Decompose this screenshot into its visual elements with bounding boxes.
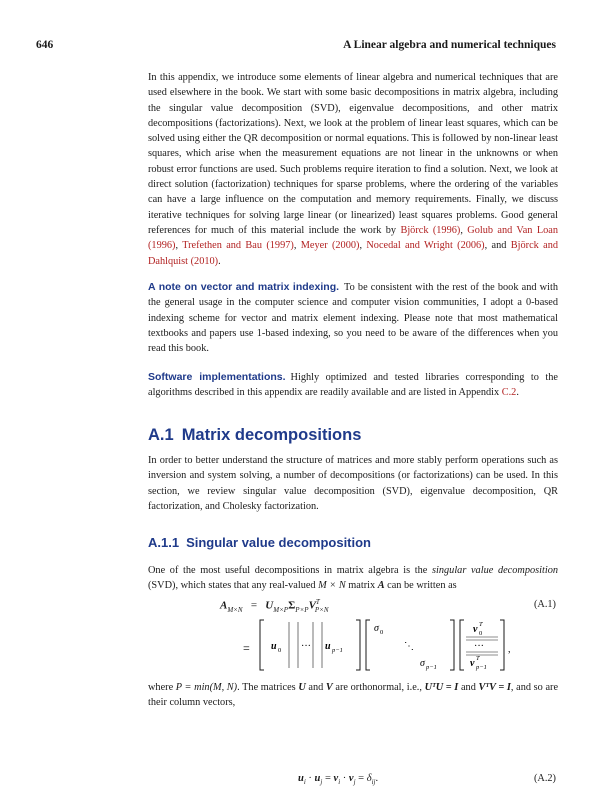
svg-text:u: u bbox=[325, 641, 331, 652]
software-text: Highly optimized and tested libraries corresponding to the algorithms described in this appendix are readily available and are listed in Appendix bbox=[148, 372, 558, 399]
svd-text: One of the most useful decompositions in matrix algebra is the bbox=[148, 565, 432, 576]
subsection-title: Singular value decomposition bbox=[186, 535, 371, 550]
svd-text: can be written as bbox=[384, 580, 457, 592]
svd-emphasis: singular value decomposition bbox=[432, 565, 558, 576]
svg-text:v: v bbox=[473, 624, 478, 635]
svg-text:σ: σ bbox=[374, 623, 379, 634]
svg-text:T: T bbox=[479, 621, 483, 628]
page-number: 646 bbox=[36, 39, 54, 51]
math-U: U bbox=[298, 682, 306, 693]
equation-label-a1: (A.1) bbox=[533, 599, 556, 610]
svg-text:u: u bbox=[271, 641, 277, 652]
svg-text:p−1: p−1 bbox=[332, 647, 343, 654]
separator: , and bbox=[484, 240, 511, 252]
note-paragraph bbox=[148, 280, 558, 356]
citation-meyer-2000[interactable]: Meyer (2000) bbox=[300, 240, 360, 252]
section-title: Matrix decompositions bbox=[181, 426, 362, 444]
section-paragraph bbox=[148, 453, 558, 514]
svd-text: (SVD), which states that any real-valued bbox=[148, 580, 319, 592]
equation-label-a2: (A.2) bbox=[533, 773, 556, 784]
citation-golub-van-loan[interactable]: Golub and Van Loan (1996) bbox=[148, 224, 558, 252]
text: . The matrices bbox=[237, 682, 299, 693]
svg-text:0: 0 bbox=[479, 630, 483, 637]
svg-text:0: 0 bbox=[278, 647, 282, 654]
text: are orthonormal, i.e., bbox=[332, 682, 425, 693]
subsection-number: A.1.1 bbox=[148, 535, 180, 550]
section-text: In order to better understand the structure of matrices and more stably perform operations such as inversion and system solving, a number of decompositions (or factorizations) can be used. In this section, we review singular value decomposition (SVD), eigenvalue decomposition, QR factorization, and Cholesky factorization. bbox=[148, 455, 558, 512]
text: , and so are their column vectors, bbox=[148, 682, 559, 709]
separator: . bbox=[218, 255, 221, 267]
svg-text:···: ··· bbox=[474, 641, 484, 652]
math-P: P = min(M, N) bbox=[175, 682, 238, 693]
citation-nocedal-wright[interactable]: Nocedal and Wright (2006) bbox=[366, 240, 485, 252]
separator: . bbox=[516, 387, 519, 399]
note-heading: A note on vector and matrix indexing. bbox=[148, 281, 340, 293]
svg-text:⋱: ⋱ bbox=[404, 641, 414, 652]
math-VTV: VᵀV = I bbox=[478, 682, 511, 693]
svg-text:0: 0 bbox=[380, 629, 384, 636]
text: where bbox=[148, 682, 176, 693]
note-text: To be consistent with the rest of the book and with the general usage in the computer science and computer vision communities, I adopt a 0-based indexing scheme for vector and matrix element indexing. Please note that most mathematical textbooks and papers use 1-based indexing, so you need to be aware of the differences when you read this book. bbox=[148, 282, 558, 355]
text: and bbox=[458, 682, 479, 693]
intro-text: In this appendix, we introduce some elements of linear algebra and numerical techniques that are used elsewhere in the book. We start with some basic decompositions in matrix algebra, including the singular value decomposition (SVD), eigenvalue decompositions, and other matrix decompositions (factorizations). Next, we look at the problem of linear least squares, which can be solved using either the QR decomposition or normal equations. This is followed by non-linear least squares, which arise when the measurement equations are not linear in the unknowns or when robust error functions are used. Such problems require iteration to find a solution. Next, we look at direct solution (factorization) techniques for sparse problems, where the ordering of the variables can have a large influence on the computation and memory requirements. Finally, we discuss iterative techniques for solving large linear (or linearized) least squares problems. Good general references for much of this material include the work by bbox=[148, 72, 558, 236]
svg-text:,: , bbox=[508, 644, 511, 655]
svg-text:p−1: p−1 bbox=[476, 664, 487, 671]
math-dim: M × N bbox=[318, 580, 346, 592]
svg-text:v: v bbox=[470, 658, 475, 669]
separator: , bbox=[293, 240, 301, 252]
separator: , bbox=[175, 240, 183, 252]
citation-bjorck-1996[interactable]: Björck (1996) bbox=[400, 224, 461, 236]
svd-text: matrix bbox=[345, 580, 378, 592]
after-equation-paragraph bbox=[148, 680, 558, 711]
svg-text:=: = bbox=[243, 641, 250, 655]
text: and bbox=[305, 682, 326, 693]
svg-text:···: ··· bbox=[301, 641, 311, 652]
separator: , bbox=[359, 240, 367, 252]
citation-trefethen-bau[interactable]: Trefethen and Bau (1997) bbox=[182, 240, 294, 252]
math-A: A bbox=[377, 580, 385, 592]
svd-paragraph bbox=[148, 563, 558, 594]
math-V: V bbox=[325, 682, 333, 693]
running-title: A Linear algebra and numerical techniques bbox=[343, 39, 556, 51]
equation-svd: $A_{M\times N} = U_{M\times P}\Sigma_{P\times P}V^T_{P\times N}$ bbox=[220, 598, 329, 614]
appendix-link[interactable]: C.2 bbox=[501, 387, 517, 399]
software-heading: Software implementations. bbox=[148, 371, 286, 383]
section-heading bbox=[148, 426, 361, 445]
separator: , bbox=[460, 224, 468, 236]
citation-bjorck-dahlquist[interactable]: Björck and Dahlquist (2010) bbox=[148, 240, 559, 267]
svg-text:T: T bbox=[476, 655, 480, 662]
matrix-expansion bbox=[148, 616, 558, 676]
software-paragraph bbox=[148, 370, 558, 401]
math-UTU: UᵀU = I bbox=[424, 682, 459, 693]
section-number: A.1 bbox=[148, 426, 174, 444]
svg-text:σ: σ bbox=[420, 658, 425, 669]
equation-orthonormal: $u_i \cdot u_j = v_i \cdot v_j = \delta_{ij}$. bbox=[298, 773, 379, 787]
subsection-heading bbox=[148, 535, 371, 550]
intro-paragraph bbox=[148, 70, 558, 269]
svg-text:p−1: p−1 bbox=[426, 664, 437, 671]
